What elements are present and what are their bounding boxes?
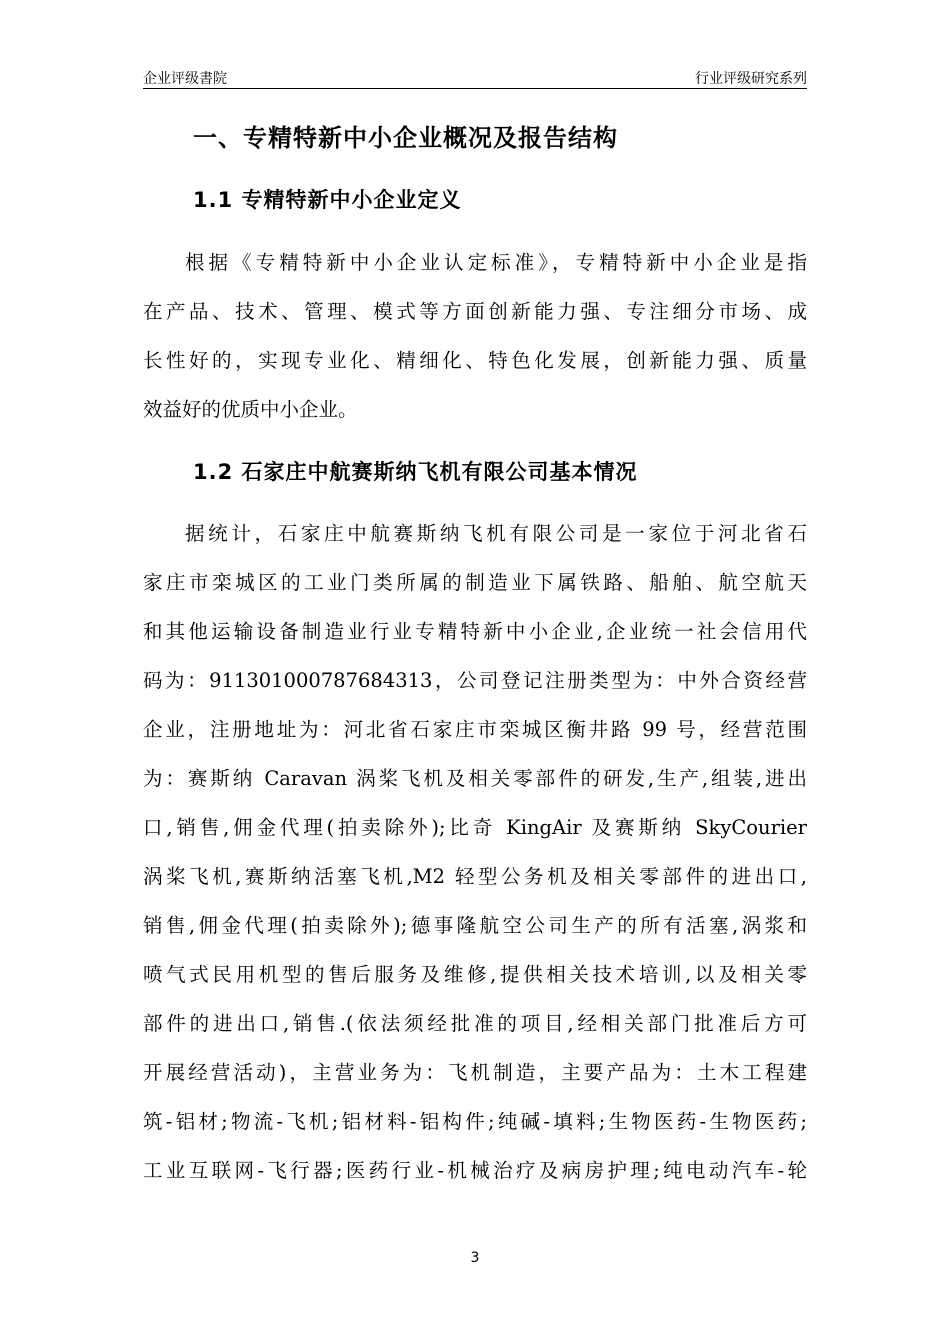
paragraph-line: 效益好的优质中小企业。 [143, 398, 358, 421]
paragraph-line: 喷气式民用机型的售后服务及维修,提供相关技术培训,以及相关零 [143, 963, 807, 986]
header-left-text: 企业评级書院 [143, 71, 227, 87]
paragraph-line: 在产品、技术、管理、模式等方面创新能力强、专注细分市场、成 [143, 300, 807, 323]
page-number: 3 [470, 1250, 480, 1266]
paragraph-line: 和其他运输设备制造业行业专精特新中小企业,企业统一社会信用代 [143, 620, 807, 643]
section-title: 一、专精特新中小企业概况及报告结构 [193, 124, 618, 152]
paragraph-line: 据统计，石家庄中航赛斯纳飞机有限公司是一家位于河北省石 [185, 522, 807, 545]
paragraph-line: 为：赛斯纳 Caravan 涡桨飞机及相关零部件的研发,生产,组装,进出 [143, 767, 807, 790]
paragraph-line: 码为：911301000787684313，公司登记注册类型为：中外合资经营 [143, 669, 807, 692]
paragraph-definition [143, 238, 807, 434]
paragraph-company-info [143, 509, 807, 1195]
paragraph-line: 家庄市栾城区的工业门类所属的制造业下属铁路、船舶、航空航天 [143, 571, 807, 594]
paragraph-line: 工业互联网-飞行器;医药行业-机械治疗及病房护理;纯电动汽车-轮 [143, 1159, 807, 1182]
subsection-title-1-2: 1.2 石家庄中航赛斯纳飞机有限公司基本情况 [193, 460, 638, 484]
page-header [143, 66, 807, 89]
paragraph-line: 部件的进出口,销售.(依法须经批准的项目,经相关部门批准后方可 [143, 1012, 807, 1035]
paragraph-line: 涡桨飞机,赛斯纳活塞飞机,M2 轻型公务机及相关零部件的进出口, [143, 865, 807, 888]
paragraph-line: 根据《专精特新中小企业认定标准》，专精特新中小企业是指 [185, 251, 807, 274]
subsection-title-1-1: 1.1 专精特新中小企业定义 [193, 188, 462, 212]
paragraph-line: 销售,佣金代理(拍卖除外);德事隆航空公司生产的所有活塞,涡浆和 [143, 914, 807, 937]
paragraph-line: 企业，注册地址为：河北省石家庄市栾城区衡井路 99 号，经营范围 [143, 718, 807, 741]
header-right-text: 行业评级研究系列 [695, 71, 807, 87]
paragraph-line: 长性好的，实现专业化、精细化、特色化发展，创新能力强、质量 [143, 349, 807, 372]
paragraph-line: 筑-铝材;物流-飞机;铝材料-铝构件;纯碱-填料;生物医药-生物医药; [143, 1110, 807, 1133]
paragraph-line: 口,销售,佣金代理(拍卖除外);比奇 KingAir 及赛斯纳 SkyCourier [143, 816, 807, 839]
paragraph-line: 开展经营活动)，主营业务为：飞机制造，主要产品为：土木工程建 [143, 1061, 807, 1084]
